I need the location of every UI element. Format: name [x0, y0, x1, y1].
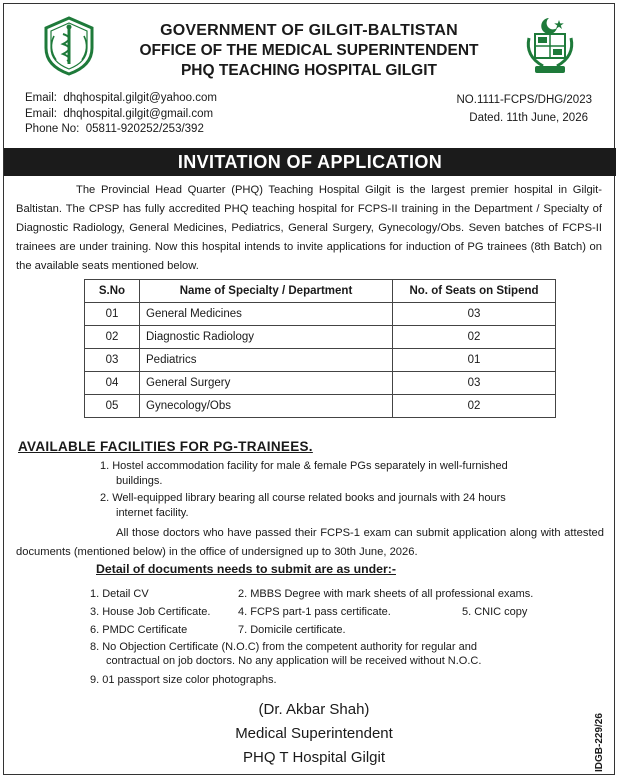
seats-table [84, 279, 556, 418]
row-seats: 01 [393, 349, 556, 372]
document-item: 9. 01 passport size color photographs. [90, 674, 277, 686]
row-sno: 02 [85, 326, 140, 349]
facilities-list [100, 459, 600, 523]
eligibility-paragraph [16, 524, 604, 562]
reference-block [457, 91, 593, 127]
phone-number: 05811-920252/253/392 [85, 123, 204, 135]
row-seats: 02 [393, 395, 556, 418]
signatory-title: Medical Superintendent [235, 725, 393, 742]
hospital-title: PHQ TEACHING HOSPITAL GILGIT [180, 62, 438, 79]
intro-paragraph [16, 181, 602, 276]
facility-2-line1: 2. Well-equipped library bearing all course related books and journals with 24 hours [100, 492, 506, 504]
row-sno: 03 [85, 349, 140, 372]
row-specialty: General Surgery [140, 372, 393, 395]
document-8-line2: contractual on job doctors. No any application will be received without N.O.C. [106, 655, 482, 667]
row-sno: 04 [85, 372, 140, 395]
header-specialty: Name of Specialty / Department [140, 280, 393, 303]
signatory-office: PHQ T Hospital Gilgit [243, 749, 385, 766]
row-specialty: Gynecology/Obs [140, 395, 393, 418]
header-seats: No. of Seats on Stipend [393, 280, 556, 303]
list-item [100, 459, 600, 488]
email-gmail[interactable]: dhqhospital.gilgit@gmail.com [63, 107, 214, 120]
document-item: 2. MBBS Degree with mark sheets of all professional exams. [238, 588, 534, 600]
intro-text: The Provincial Head Quarter (PHQ) Teaching Hospital Gilgit is the largest premier hospital in Gilgit-Baltistan. The CPSP has fully accredited PHQ teaching hospital for FCPS-II training in the Department / Specialty of Diagnostic Radiology, General Medicines, Pediatrics, General Surgery, Gynecology/Obs. Seven batches of FCPS-II trainees are under training. Now this hospital intends to invite applications for induction of PG trainees (8th Batch) on the available seats mentioned below. [16, 184, 602, 272]
invitation-banner: INVITATION OF APPLICATION [4, 148, 616, 176]
row-sno: 01 [85, 303, 140, 326]
table-row [85, 372, 556, 395]
document-item: 4. FCPS part-1 pass certificate. [238, 606, 391, 618]
state-emblem-logo [521, 14, 579, 78]
ad-code: IDGB-229/26 [594, 713, 605, 772]
facilities-heading: AVAILABLE FACILITIES FOR PG-TRAINEES. [18, 439, 313, 454]
advertisement-frame [3, 3, 615, 775]
facility-1-line2: buildings. [116, 474, 163, 487]
facility-2-line2: internet facility. [116, 506, 189, 519]
row-seats: 02 [393, 326, 556, 349]
row-sno: 05 [85, 395, 140, 418]
documents-heading: Detail of documents needs to submit are as under:- [96, 562, 396, 576]
documents-list [90, 586, 610, 690]
row-specialty: Pediatrics [140, 349, 393, 372]
table-row [85, 326, 556, 349]
row-specialty: General Medicines [140, 303, 393, 326]
document-item: 3. House Job Certificate. [90, 606, 211, 618]
list-item [100, 491, 600, 520]
reference-number: NO.1111-FCPS/DHG/2023 [456, 94, 592, 106]
row-seats: 03 [393, 372, 556, 395]
email-yahoo[interactable]: dhqhospital.gilgit@yahoo.com [63, 92, 217, 104]
document-item: 6. PMDC Certificate [90, 624, 188, 636]
table-row [85, 349, 556, 372]
facility-1-line1: 1. Hostel accommodation facility for male & female PGs separately in well-furnished [100, 460, 508, 472]
office-title: OFFICE OF THE MEDICAL SUPERINTENDENT [139, 42, 479, 59]
document-item: 1. Detail CV [90, 588, 149, 600]
row-seats: 03 [393, 303, 556, 326]
reference-date: Dated. 11th June, 2026 [469, 112, 588, 124]
document-item [90, 640, 610, 668]
row-specialty: Diagnostic Radiology [140, 326, 393, 349]
table-header-row [85, 280, 556, 303]
contact-block [25, 91, 217, 138]
email-label: Email: [25, 107, 57, 120]
document-8-line1: 8. No Objection Certificate (N.O.C) from the competent authority for regular and [90, 641, 477, 653]
table-row [85, 395, 556, 418]
document-item: 7. Domicile certificate. [238, 624, 346, 636]
header-sno: S.No [85, 280, 140, 303]
phone-label: Phone No: [25, 123, 80, 135]
eligibility-text: All those doctors who have passed their FCPS-1 exam can submit application along with attested documents (mentioned below) in the office of undersigned up to 30th June, 2026. [16, 527, 604, 558]
medical-emblem-logo [40, 14, 98, 78]
document-item: 5. CNIC copy [462, 606, 528, 618]
government-title: GOVERNMENT OF GILGIT-BALTISTAN [160, 22, 458, 39]
email-label: Email: [25, 92, 57, 104]
table-row [85, 303, 556, 326]
letterhead [4, 4, 616, 88]
signatory-name: (Dr. Akbar Shah) [258, 701, 370, 718]
